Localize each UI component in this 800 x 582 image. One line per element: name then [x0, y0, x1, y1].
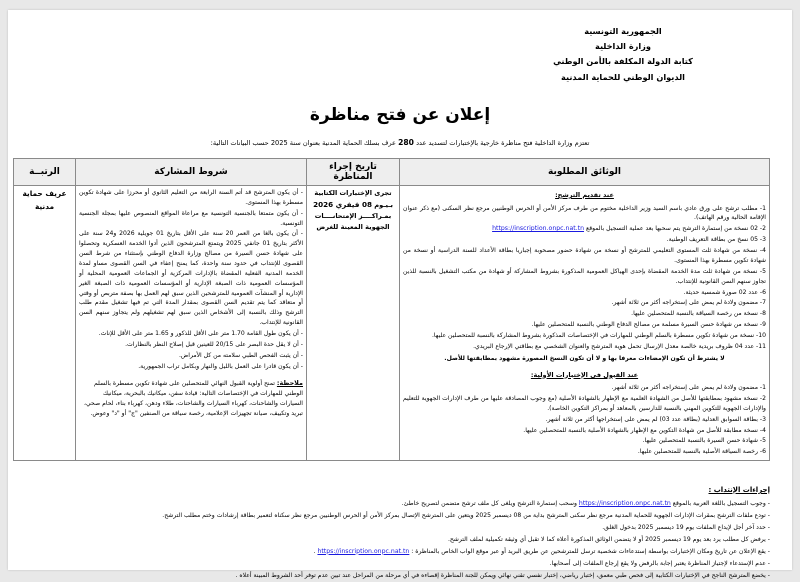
exam-date-line2 [310, 199, 396, 211]
list-item [403, 224, 766, 234]
list-item: - حدد آخر أجل لإيداع الملفات يوم 19 ديسمبر 2025 بدخول الغلق. [602, 523, 770, 531]
list-item: - أن يثبت الفحص الطبي سلامته من كل الأمراض. [178, 351, 303, 359]
document-page [8, 10, 792, 579]
header-date: تاريخ إجراء المناظرة [307, 159, 400, 186]
documents-section1-title: عند تقديم الترشح: [555, 191, 614, 199]
letterhead-line-ministry: وزارة الداخلية [595, 41, 651, 52]
procedures-heading: إجراءات الإنتداب : [708, 486, 770, 494]
recruitment-procedures [14, 486, 770, 582]
conditions-note [79, 378, 303, 418]
list-item: 7- مضمون ولادة لم يمض على إستخراجه أكثر من ثلاثة أشهر. [611, 299, 766, 307]
list-item: 10- نسخة من شهادة تكوين مسطرة بالسلم الوطني للمهارات في الإختصاصات المذكورة بشروط المشاركة بالنسبة للمتحصلين عليها. [431, 332, 766, 340]
header-documents: الوثائق المطلوبة [400, 159, 770, 186]
registration-link[interactable]: https://inscription.onpc.nat.tn [578, 500, 671, 507]
table-header-row [14, 159, 770, 186]
exam-date-prefix: بـيـوم [374, 200, 393, 209]
list-item: - أن يكون المترشح قد أتم السنة الرابعة من التعليم الثانوي أو محرزا على شهادة تكوين مسطرة بهذا المستوى. [79, 189, 303, 206]
conditions-list [79, 188, 303, 371]
list-item: 2- نسخة مشهود بمطابقتها للأصل من الشهادة العلمية مع الإظهار بالشهادة الأصلية (مع وجوب المصادقة عليها من طرف الإدارات الجهوية للتعليم والإدارات الجهوية للتكوين المهني بالنسبة للدارسين بالمعاهد أو بمراكز التكوين الخاصة). [403, 394, 766, 412]
list-item: 3- 05 نسخ من بطاقة التعريف الوطنية. [666, 236, 766, 244]
list-item [14, 546, 770, 558]
list-item: - يخضع المترشح الناجح في الإختبارات الكتابية إلى فحص طبي معمق، إختبار رياضي، إختبار نفسي تقني نهائي ويمكن للجنة المناظرة إقصاءه في أي مرحلة من المراحل عند تبين عدم توفر أحد الشروط المبينة أعلاه . [235, 571, 770, 579]
list-item [14, 498, 770, 510]
letterhead-line-state-secretariat: كتابة الدولة المكلفة بالأمن الوطني [553, 56, 693, 67]
list-item: - تودع ملفات الترشح بمقرات الإدارات الجهوية للحماية المدنية مرجع نظر سكنى المترشح بداية من 08 ديسمبر 2025 ويتعين على المترشح الإتصال بمركز الأمن أو الحرس الوطنيين مرجع نظر سكناه لتعمير بطاقة إرشادات وختم مطلب الترشح. [162, 512, 770, 520]
list-item-text: 2- 02 نسخة من إستمارة الترشح يتم سحبها بعد عملية التسجيل بالموقع [585, 225, 766, 233]
procedure-text: - يقع الإعلان عن تاريخ ومكان الإختبارات بواسطة إستدعاءات شخصية ترسل للمترشحين عن طريق البريد أو عبر موقع الواب الخاص بالمناظرة : [411, 547, 770, 555]
cell-exam-date [307, 186, 400, 461]
procedure-text-after: وسحب إستمارة الترشح ويلغى كل ملف ترشح متضمن لتصريح خاطئ. [401, 500, 577, 507]
documents-section1-list [403, 204, 766, 352]
list-item: 6- عدد 02 صورة شمسية حديثة. [683, 288, 766, 296]
subtitle-after: عرف بسلك الحماية المدنية بعنوان سنة 2025 حسب البيانات التالية: [210, 139, 396, 147]
documents-section1-footer: لا يشترط أن تكون الإمضاءات معرفا بها و لا أن تكون النسخ المصورة مشهود بمطابقتها للأصل. [444, 354, 725, 362]
competition-site-link[interactable]: https://inscription.onpc.nat.tn [317, 547, 410, 555]
list-item: 9- نسخة من شهادة حسن السيرة مسلمة من مصالح الدفاع الوطني بالنسبة للمتحصلين عليها. [531, 321, 766, 329]
procedure-text-after: . [313, 547, 316, 555]
list-item: - أن يكون قادرا على العمل بالليل والنهار وبكامل تراب الجمهورية. [138, 362, 303, 370]
list-item: - أن يكون طول القامة 1.70 متر على الأقل للذكور و 1.65 متر على الأقل للإناث. [98, 330, 303, 338]
header-conditions: شروط المشاركة [76, 159, 307, 186]
documents-section2-title: عند القبول في الإختبارات الأولية: [530, 370, 639, 379]
list-item: 5- نسخة من شهادة ثلث مدة الخدمة المقضاة بإحدى الهياكل العمومية المذكورة بشروط المشاركة أو شهادة من مكتب التشغيل بالنسبة للذين تجاوز سنهم السن القانونية للإنتداب. [403, 267, 766, 285]
header-rank: الرتبــة [14, 159, 76, 186]
subtitle-before: تعتزم وزارة الداخلية فتح مناظرة خارجية بالإختبارات لتسديد عدد [416, 139, 590, 147]
letterhead [478, 24, 768, 85]
conditions-note-text: تمنح أولوية القبول النهائي للمتحصلين على شهادة تكوين مسطرة بالسلم الوطني للمهارات في الإختصاصات التالية: قيادة سفن، ميكانيك بالبحرية، ميكانيك السيارات والشاحنات، كهرباء السيارات والشاحنات، طلاء ودهن، كهرباء بناء، لحام صحي، تبريد وتكييف، صيانة تجهيزات الإعلامية، رخصة سياقة من الصنفين "ج" أو "د" وعوض. [84, 380, 303, 418]
list-item: - أن لا يقل حدة البصر على 20/15 للعينين قبل إصلاح النظر بالنظارات. [125, 340, 303, 348]
positions-count: 280 [398, 138, 414, 147]
list-item: 6- رخصة السياقة الأصلية بالنسبة للمتحصلين عليها. [637, 448, 766, 456]
list-item: - أن يكون بالغا من العمر 20 سنة على الأقل بتاريخ 01 جويلية 2026 و24 سنة على الأكثر بتاريخ 01 جانفي 2025 ويتمتع المترشحون الذين أدوا الخدمة العسكرية وتحصلوا على شهادة حسن السيرة من مصالح وزارة الدفاع الوطني بإستثناء من شرط السن القصوى للإنتداب في حدود سنة واحدة، كما يمنح إعفاء في السن القصوى مساو لمدة الخدمة المدنية الفعلية المقضاة بالإدارات المركزية أو الجماعات العمومية المحلية أو المؤسسات العمومية ذات الصبغة الإدارية أو المؤسسات العمومية ذات الصبغة الغير الإدارية أو المنشآت العمومية للمترشحين الذين سبق لهم العمل بها بصفة متربص أو وقتي أو متعاقد كما يتم تقديم السن القصوى بمقدار المدة التي تم فيها تشغيل مقدم طلب الترشح وذلك بالنسبة إلى الأشخاص الذين سبق لهم تشغيلهم ولم يتجاوز سنهم السن القانونية للإنتداب. [79, 230, 304, 327]
cell-conditions [76, 186, 307, 461]
list-item: 4- نسخة من شهادة ثلث المستوى التعليمي للمترشح أو نسخة من شهادة حضور مصحوبة إجباريا بطاقة الأعداد للسنة الدراسية أو نسخة من شهادة تكوين مسطرة بهذا المستوى. [403, 247, 766, 264]
list-item: 11- عدد 04 ظروف بريدية خالصة معدل الإرسال تحمل هوية المترشح والعنوان الشخصي مع بطاقتي الإرجاع البريدي. [473, 342, 766, 350]
list-item: 3- بطاقة السوابق العدلية (بطاقة عدد 03) لم يمض على إستخراجها أكثر من ثلاثة أشهر. [545, 415, 766, 423]
list-item: - أن يكون متمتعا بالجنسية التونسية مع مراعاة المواقع المنصوص عليها بمجلة الجنسية التونسية. [79, 209, 303, 227]
list-item: 1- مضمون ولادة لم يمض على إستخراجه أكثر من ثلاثة أشهر. [611, 384, 766, 392]
list-item: 5- شهادة حسن السيرة بالنسبة للمتحصلين عليها. [642, 437, 766, 445]
list-item: 4- نسخة مطابقة للأصل من شهادة التكوين مع الإظهار بالشهادة الأصلية بالنسبة للمتحصلين عليها. [523, 426, 766, 434]
exam-date-line1: تجرى الإختبارات الكتابية [314, 189, 392, 197]
cell-documents [400, 186, 770, 461]
list-item: 8- نسخة من رخصة السياقة بالنسبة للمتحصلين عليها. [631, 310, 766, 318]
conditions-note-title: ملاحظة: [276, 379, 303, 388]
exam-date-line4: الجهوية المعينة للغرض [316, 222, 390, 231]
documents-section2-list [403, 383, 766, 457]
table-row [14, 186, 770, 461]
exam-date-line3: بمـراكــــز الإمتحانــــات [314, 211, 392, 220]
announcement-table [13, 158, 770, 461]
exam-date-value: 08 فيفري 2026 [313, 199, 372, 209]
list-item: - عدم الإستدعاء لإجتياز المناظرة يعتبر إجابة بالرفض ولا يقع إرجاع الملفات إلى أصحابها. [549, 559, 770, 567]
procedure-text: - وجوب التسجيل باللغة العربية بالموقع [672, 500, 770, 507]
letterhead-line-office: الديوان الوطني للحماية المدنية [561, 71, 685, 82]
list-item: - يرفض كل مطلب يرد بعد يوم 19 ديسمبر 2025 أو لا يتضمن الوثائق المذكورة أعلاه كما لا تقبل أي وثيقة تكميلية لملف الترشح. [447, 535, 770, 543]
letterhead-line-republic: الجمهورية التونسية [584, 26, 662, 36]
cell-rank: عريف حماية مدنية [14, 186, 76, 461]
page-title: إعلان عن فتح مناظرة [309, 105, 491, 125]
page-subtitle [8, 138, 792, 147]
registration-link[interactable]: https://inscription.onpc.nat.tn [492, 225, 585, 233]
procedures-list [14, 498, 770, 582]
list-item: 1- مطلب ترشح على ورق عادي باسم السيد وزير الداخلية مختوم من طرف مركز الأمن أو الحرس الوطنيين مرجع نظر السكنى (مع ذكر عنوان الإقامة الحالية ورقم الهاتف). [403, 204, 766, 222]
